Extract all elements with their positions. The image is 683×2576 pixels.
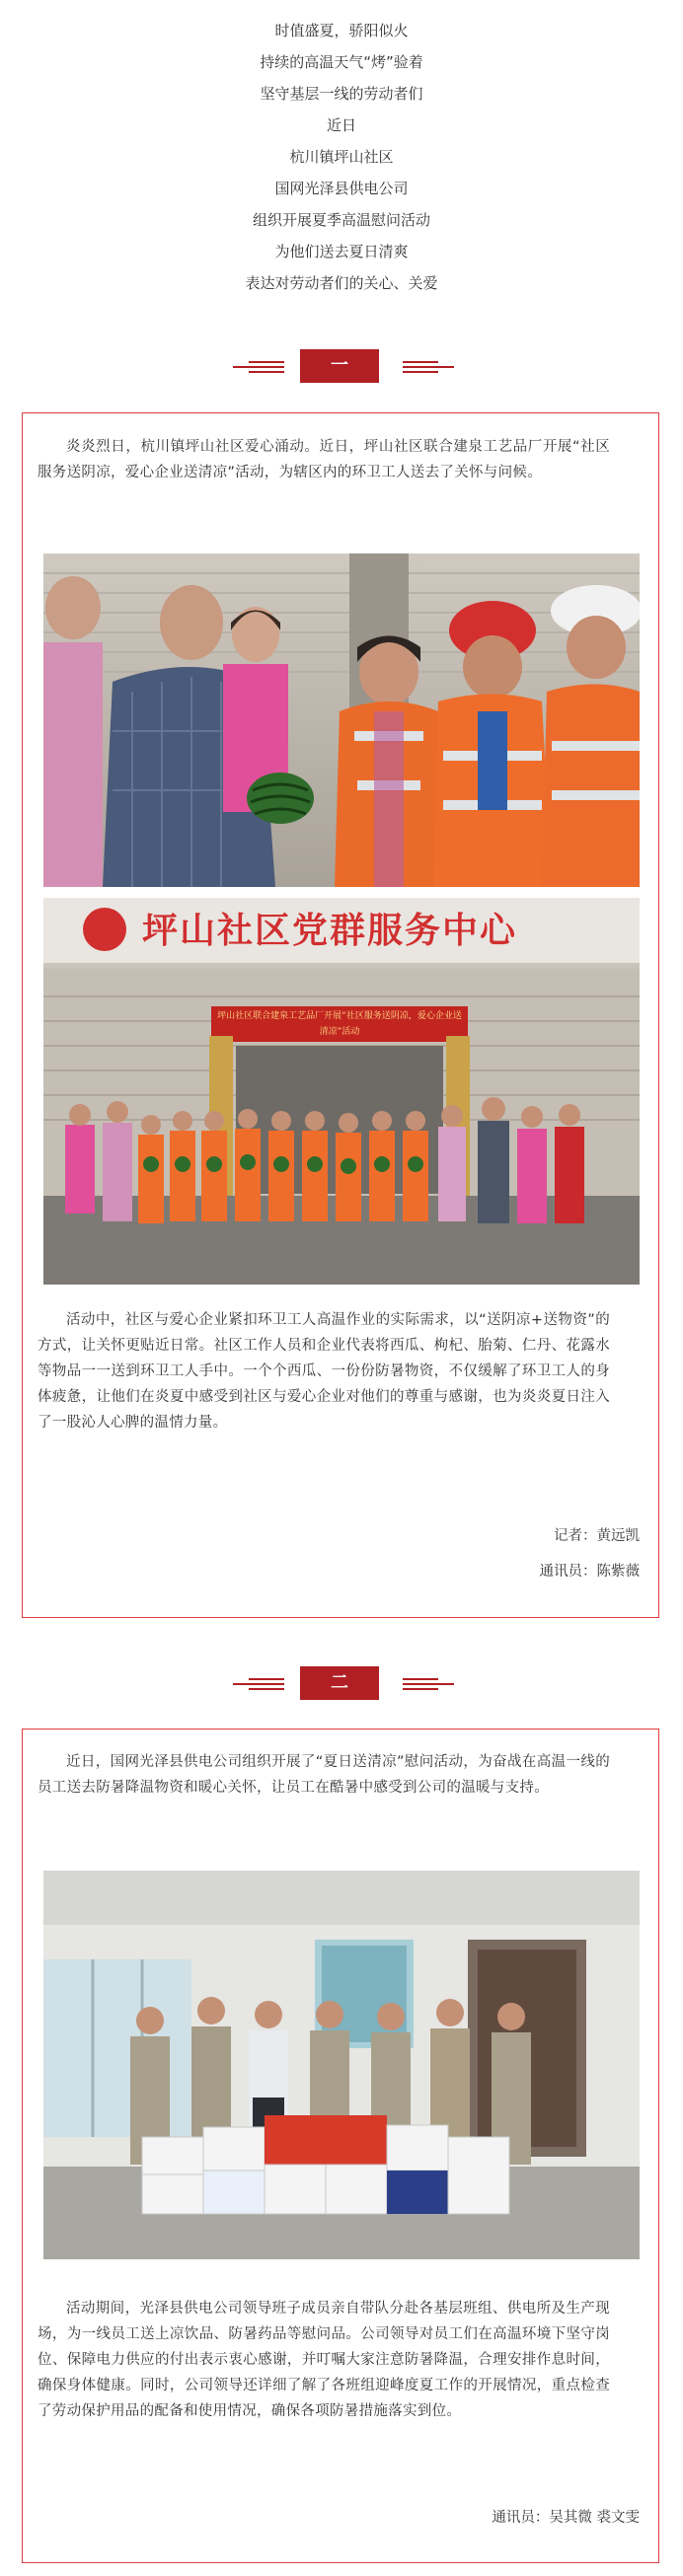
photo-community-group-image (43, 898, 640, 1285)
intro-line: 为他们送去夏日清爽 (274, 243, 409, 260)
correspondent-credit: 通讯员：吴其微 裘文雯 (492, 2510, 640, 2526)
intro-line: 持续的高温天气“烤”验着 (260, 53, 423, 71)
article-paragraph: 活动期间，光泽县供电公司领导班子成员亲自带队分赴各基层班组、供电所及生产现场，为一线员工送上凉饮品、防暑药品等慰问品。公司领导对员工们在高温环境下坚守岗位、保障电力供应的付出表示衷心感谢，并叮嘱大家注意防暑降温，合理安排作息时间，确保身体健康。同时，公司领导还详细了解了各班组迎峰度夏工作的开展情况，重点检查了劳动保护用品的配备和使用情况，确保各项防暑措施落实到位。 (38, 2301, 610, 2419)
intro-line: 坚守基层一线的劳动者们 (260, 85, 423, 103)
section-number-badge: 一 (300, 349, 379, 383)
divider-lines-right (403, 361, 454, 371)
section-divider (0, 1666, 683, 1706)
divider-lines-left (233, 1678, 284, 1688)
intro-line: 组织开展夏季高温慰问活动 (252, 211, 430, 229)
intro-line: 国网光泽县供电公司 (274, 180, 409, 197)
correspondent-credit: 通讯员：陈紫薇 (539, 1564, 640, 1580)
community-center-sign: 坪山社区党群服务中心 (142, 910, 518, 951)
article-paragraph: 近日，国网光泽县供电公司组织开展了“夏日送清凉”慰问活动，为奋战在高温一线的员工送去防暑降温物资和暖心关怀，让员工在酷暑中感受到公司的温暖与支持。 (38, 1754, 610, 1796)
photo-watermelon-handover (43, 553, 640, 887)
intro-line: 杭川镇坪山社区 (289, 148, 394, 166)
photo-power-company-staff-image (43, 1871, 640, 2259)
article-paragraph: 活动中，社区与爱心企业紧扣环卫工人高温作业的实际需求，以“送阴凉+送物资”的方式，让关怀更贴近日常。社区工作人员和企业代表将西瓜、枸杞、胎菊、仁丹、花露水等物品一一送到环卫工人手中。一个个西瓜、一份份防暑物资，不仅缓解了环卫工人的身体疲惫，让他们在炎夏中感受到社区与爱心企业对他们的尊重与感谢，也为炎炎夏日注入了一股沁人心脾的温情力量。 (38, 1312, 610, 1431)
divider-lines-right (403, 1678, 454, 1688)
photo-community-group (43, 898, 640, 1285)
reporter-credit: 记者：黄远凯 (554, 1528, 640, 1544)
intro-line: 时值盛夏，骄阳似火 (274, 22, 409, 39)
divider-lines-left (233, 361, 284, 371)
intro-line: 近日 (326, 116, 356, 134)
intro-line: 表达对劳动者们的关心、关爱 (245, 274, 438, 292)
section-divider (0, 349, 683, 389)
article-paragraph: 炎炎烈日，杭川镇坪山社区爱心涌动。近日，坪山社区联合建泉工艺品厂开展“社区服务送阴凉，爱心企业送清凉”活动，为辖区内的环卫工人送去了关怀与问候。 (38, 439, 610, 480)
activity-banner: 坪山社区联合建泉工艺品厂开展“社区服务送阴凉，爱心企业送清凉”活动 (217, 1011, 462, 1037)
photo-watermelon-handover-image (43, 553, 640, 887)
photo-power-company-staff (43, 1871, 640, 2259)
section-number-badge: 二 (300, 1666, 379, 1700)
